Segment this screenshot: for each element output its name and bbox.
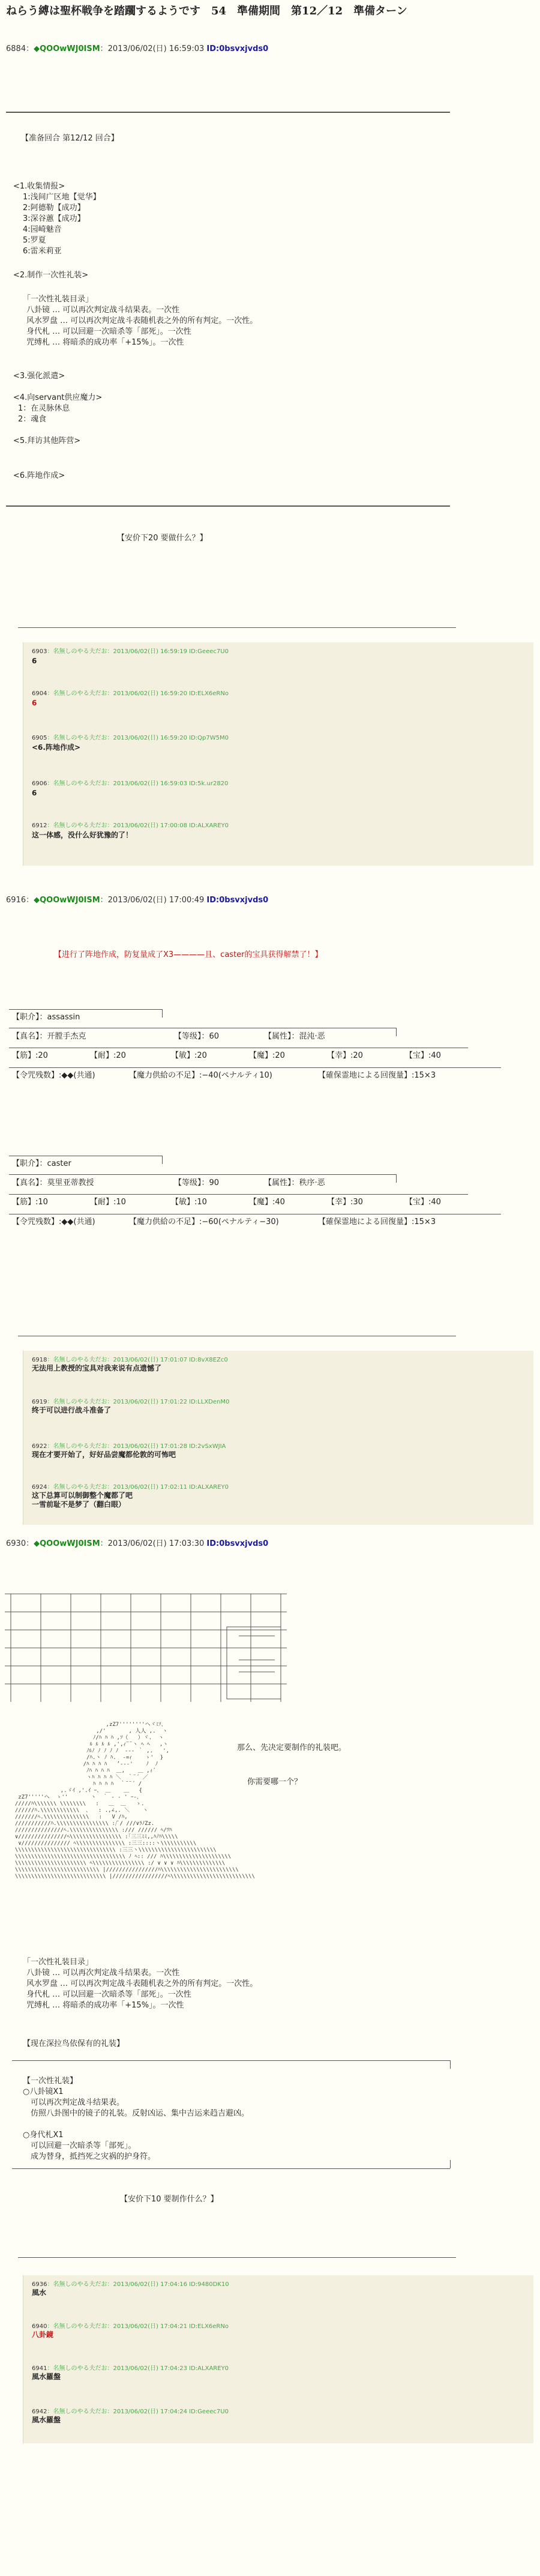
dialog-line: 那么、先决定要制作的礼装吧。 <box>237 1743 347 1752</box>
reply-header: 6924：名無しのやる夫だお：2013/06/02(日) 17:02:11 ID:ALXAREY0 <box>32 1484 229 1491</box>
reply-body: 風水 <box>32 2288 47 2297</box>
reply-body: 八卦鏡 <box>32 2330 54 2339</box>
reply-header: 6912：名無しのやる夫だお：2013/06/02(日) 17:00:08 ID:ALXAREY0 <box>32 822 229 829</box>
menu-item: 6:雷米莉亚 <box>23 247 62 256</box>
owned-title: 【一次性礼装】 <box>23 2077 78 2086</box>
craft-item: 身代札 … 可以回避一次暗杀等「部死」。一次性 <box>26 327 191 336</box>
stat-mag: 【魔】:20 <box>249 1051 285 1060</box>
craft-item: 咒缚札 … 将暗杀的成功率「+15%」。一次性 <box>26 338 184 347</box>
craft-item: 身代札 … 可以回避一次暗杀等「部死」。一次性 <box>26 1990 191 1999</box>
stat-luk: 【幸】:30 <box>327 1198 363 1207</box>
leyline-recovery: 【確保霊地による回復量】:15×3 <box>318 1071 436 1080</box>
stat-luk: 【幸】:20 <box>327 1051 363 1060</box>
poster-name[interactable]: ◆QOOwWJ0ISM <box>34 44 100 53</box>
character-ascii-art: ,zZ7''''''''ヘヾﾐｿ､ ,/' , 人人 ,. ヽ ﾉ/ﾊ ﾊ ﾊ ,ｿ（ ）ヾ. ヽ ﾙ ﾙ ﾙ ﾙ ,',ｨ¨¨ヽ ﾍ ﾍ ,ヽ ﾉﾙﾉ ﾉ ﾉ ﾉ ﾉ ‐‐‐ ｀ ,. ', /ﾊ.ヽ ﾉ ﾊ. ‐=ｨ ゝ' } /ﾊ ﾊ ﾊ ﾊ ’‐‐‐' ﾉ ﾉ ﾉﾊ ﾊ ﾊ ﾊ ＿, ＿ ,ｨ´ ヽﾊ ﾊ ﾊ ﾊ ＼ ｀¨´ ／ ﾊ ﾊ ﾊ ﾊ ｀¨¨´ / ,.ゞｲ ,'.ｲ ｰ、 ＿ ＿ { zZ7'''''ヘ ゝ'' ヽ ｀ ‐ ‐ ' ｰ‐､ /////ﾊ\\\\\\\ \\\\\\\\ : ＿ ＿ ゝ. //////ﾊ.\\\\\\\\\\\\ ､ : .,∠,. ＼ ヽ ///////ﾍ.\\\\\\\\\\\\\\ : V /ﾊ, ///////////ﾊ.\\\\\\\\\\\\\\\\ :/ﾟ/ ///∨ﾗﾉZz. ///////////////ﾍ.\\\\\\\\\\\\\\\ :/// ////// ﾍ/ﾂﾊ ∨///////////////ﾍ\\\\\\\\\\\\\\\\ :｢三三ﾐﾐ,,ﾊﾉﾊ\\\\\ ∨/////////////// ﾍ\\\\\\\\\\\\\\\ :三三::::ヽ\\\\\\\\\\\ \\\\\\\\\\\\\\\\\\\\\\\\\\\\\\\ :三三ヽ\\\\\\\\\\\\\\\\\\\\\\\\ \\\\\\\\\\\\\\\\\\\\\\\\\\\\\\\\\\ ﾉ ﾍ:: /// ﾊ\\\\\\\\\\\\\\\\\\\\\ \\\\\\\\\\\\\\\\\\\\\\ ﾍ\\\\\\\\\\\\\\\\ :/ ∨ ∨ ∨ ﾊ\\\\\\\\\\\\\\ \\\\\\\\\\\\\\\\\\\\\\\\\\ |////////////////ﾊ\\\\\\\\\\\\\\\\\\\\\\\\ \\\\\\\\\\\\\\\\\\\\\\\\\\\\ |/////////////////ﾍ\\\\\\\\\\\\\\\\\\\\\\\\\\ <box>14 1722 255 1880</box>
poster-id: ID:0bsvxjvds0 <box>206 896 269 905</box>
mana-shortage: 【魔力供給の不足】:−40(ペナルティ10) <box>129 1071 272 1080</box>
reply-header: 6941：名無しのやる夫だお：2013/06/02(日) 17:04:23 ID:ALXAREY0 <box>32 2365 229 2372</box>
menu-item: 4:园崎魅音 <box>23 225 62 234</box>
alignment: 【属性】：混沌·恶 <box>264 1032 325 1041</box>
craft-item: 风水罗盘 … 可以再次判定战斗表随机表之外的所有判定。一次性。 <box>26 316 258 325</box>
post-header: 6930：◆QOOwWJ0ISM：2013/06/02(日) 17:03:30 ID:0bsvxjvds0 <box>6 1539 269 1548</box>
craft-title: <2.制作一次性礼装> <box>13 271 89 280</box>
class-label: 【职介】：assassin <box>12 1013 80 1022</box>
poster-name[interactable]: ◆QOOwWJ0ISM <box>34 1539 100 1548</box>
reply-header: 6918：名無しのやる夫だお：2013/06/02(日) 17:01:07 ID:8vX8EZc0 <box>32 1357 228 1363</box>
craft-item: 八卦镜 … 可以再次判定战斗结果表。一次性 <box>26 1968 180 1977</box>
anchor-prompt: 【安价下10 要制作什么？】 <box>120 2195 218 2204</box>
post-number: 6884 <box>6 44 26 53</box>
supply-item: 2：魂食 <box>18 415 47 424</box>
reply-header: 6936：名無しのやる夫だお：2013/06/02(日) 17:04:16 ID:9480DK10 <box>32 2281 229 2288</box>
craft-item: 八卦镜 … 可以再次判定战斗结果表。一次性 <box>26 306 180 315</box>
class-label: 【职介】：caster <box>12 1159 71 1168</box>
true-name: 【真名】：开膛手杰克 <box>12 1032 86 1041</box>
replies-block <box>23 2275 533 2443</box>
menu-item: 3:深谷蕙【成功】 <box>23 214 85 223</box>
announcement: 【进行了阵地作成，防复量成了X3————且、caster的宝具获得解禁了！】 <box>54 950 323 959</box>
reply-header: 6906：名無しのやる夫だお：2013/06/02(日) 16:59:03 ID:5k.ur2820 <box>32 780 229 787</box>
post-number: 6930 <box>6 1539 26 1548</box>
reply-body: 终于可以进行战斗准备了 <box>32 1406 112 1414</box>
post-date: 2013/06/02(日) 17:03:30 <box>107 1539 205 1548</box>
post-date: 2013/06/02(日) 17:00:49 <box>107 896 205 905</box>
visit-title: <5.拜访其他阵营> <box>13 436 81 445</box>
menu-title: <1.收集情报> <box>13 182 65 191</box>
stat-end: 【耐】:20 <box>90 1051 126 1060</box>
mana-shortage: 【魔力供給の不足】:−60(ペナルティ−30) <box>129 1217 279 1226</box>
bookshelf-art <box>5 1591 293 1711</box>
reply-body: 这一体感，没什么好犹豫的了！ <box>32 831 133 839</box>
post-number: 6916 <box>6 896 26 905</box>
owned-item: ○八卦镜X1 <box>23 2087 64 2096</box>
divider <box>18 627 456 628</box>
reply-body: 这下总算可以制御整个魔都了吧 一雪前耻不是梦了（翻白眼） <box>32 1491 133 1509</box>
alignment: 【属性】：秩序·恶 <box>264 1178 325 1187</box>
stat-mag: 【魔】:40 <box>249 1198 285 1207</box>
stat-agi: 【敏】:10 <box>171 1198 207 1207</box>
supply-item: 1：在灵脉休息 <box>18 404 70 413</box>
supply-title: <4.向servant供应魔力> <box>13 393 103 402</box>
turn-header: 【准备回合 第12/12 回合】 <box>21 134 119 143</box>
reply-header: 6940：名無しのやる夫だお：2013/06/02(日) 17:04:21 ID:ELX6eRNo <box>32 2323 229 2330</box>
poster-id: ID:0bsvxjvds0 <box>206 1539 269 1548</box>
menu-item: 2:阿德勒【成功】 <box>23 204 85 213</box>
owned-header: 【现在深拉鸟依保有的礼装】 <box>23 2039 125 2048</box>
stat-np: 【宝】:40 <box>405 1051 441 1060</box>
reply-header: 6903：名無しのやる夫だお：2013/06/02(日) 16:59:19 ID:Geeec7U0 <box>32 648 229 655</box>
stat-end: 【耐】:10 <box>90 1198 126 1207</box>
post-header: 6884：◆QOOwWJ0ISM：2013/06/02(日) 16:59:03 ID:0bsvxjvds0 <box>6 44 269 53</box>
divider <box>6 112 450 113</box>
leyline-recovery: 【確保霊地による回復量】:15×3 <box>318 1217 436 1226</box>
menu-item: 1:浅间广区地【觉华】 <box>23 193 101 202</box>
command-seals: 【令咒残数】:◆◆(共通) <box>12 1071 95 1080</box>
workshop-title: <6.阵地作成> <box>13 471 65 480</box>
reply-body: 風水羅盤 <box>32 2372 61 2381</box>
strengthen-title: <3.强化派遣> <box>13 372 65 381</box>
replies-block <box>23 642 533 866</box>
reply-body: 无法用上教授的宝具对我来说有点遗憾了 <box>32 1364 162 1372</box>
stat-str: 【筋】:20 <box>12 1051 48 1060</box>
poster-id[interactable]: ID:0bsvxjvds0 <box>206 44 269 53</box>
reply-body: 现在才要开始了，好好品尝魔都伦敦的可怖吧 <box>32 1450 176 1459</box>
stat-np: 【宝】:40 <box>405 1198 441 1207</box>
poster-name[interactable]: ◆QOOwWJ0ISM <box>34 896 100 905</box>
reply-body: 6 <box>32 789 37 797</box>
craft-list-title: 「一次性礼装目录」 <box>23 295 94 304</box>
post-header: 6916：◆QOOwWJ0ISM：2013/06/02(日) 17:00:49 ID:0bsvxjvds0 <box>6 896 269 905</box>
anchor-prompt: 【安价下20 要做什么？】 <box>117 534 208 543</box>
reply-header: 6919：名無しのやる夫だお：2013/06/02(日) 17:01:22 ID:LLXDenM0 <box>32 1399 230 1405</box>
owned-item: ○身代札X1 <box>23 2131 64 2140</box>
reply-header: 6905：名無しのやる夫だお：2013/06/02(日) 16:59:20 ID:Qp7W5M0 <box>32 735 229 741</box>
owned-item: 仿照八卦图中的镜子的礼装。反射凶运、集中吉运来趋吉避凶。 <box>23 2109 250 2118</box>
post-date: 2013/06/02(日) 16:59:03 <box>107 44 205 53</box>
page-title: ねらう縛は聖杯戦争を踏躙するようです 54 準備期間 第12／12 準備ターン <box>6 5 407 17</box>
reply-header: 6942：名無しのやる夫だお：2013/06/02(日) 17:04:24 ID:Geeec7U0 <box>32 2409 229 2415</box>
owned-item: 可以再次判定战斗结果表。 <box>23 2098 125 2107</box>
level: 【等级】：60 <box>174 1032 220 1041</box>
craft-item: 风水罗盘 … 可以再次判定战斗表随机表之外的所有判定。一次性。 <box>26 1979 258 1988</box>
craft-item: 咒缚札 … 将暗杀的成功率「+15%」。一次性 <box>26 2001 184 2010</box>
owned-item: 可以回避一次暗杀等「部死」。 <box>23 2141 136 2150</box>
true-name: 【真名】：莫里亚蒂教授 <box>12 1178 94 1187</box>
dialog-line: 你需要哪一个？ <box>247 1778 302 1787</box>
reply-header: 6904：名無しのやる夫だお：2013/06/02(日) 16:59:20 ID:ELX6eRNo <box>32 690 229 697</box>
reply-body: 6 <box>32 657 37 665</box>
divider <box>18 2257 456 2258</box>
level: 【等级】：90 <box>174 1178 220 1187</box>
owned-item: 成为替身，抵挡死之灾祸的护身符。 <box>23 2152 156 2161</box>
reply-body: 風水羅盤 <box>32 2416 61 2424</box>
replies-block <box>23 1351 533 1525</box>
reply-header: 6922：名無しのやる夫だお：2013/06/02(日) 17:01:28 ID:2vSxWJIA <box>32 1443 226 1450</box>
command-seals: 【令咒残数】:◆◆(共通) <box>12 1217 95 1226</box>
menu-item: 5:罗夏 <box>23 236 46 245</box>
stat-str: 【筋】:10 <box>12 1198 48 1207</box>
stat-agi: 【敏】:20 <box>171 1051 207 1060</box>
reply-body: 6 <box>32 699 37 707</box>
reply-body: <6.阵地作成> <box>32 743 81 752</box>
divider <box>6 505 450 507</box>
craft-list-title: 「一次性礼装目录」 <box>23 1958 94 1967</box>
